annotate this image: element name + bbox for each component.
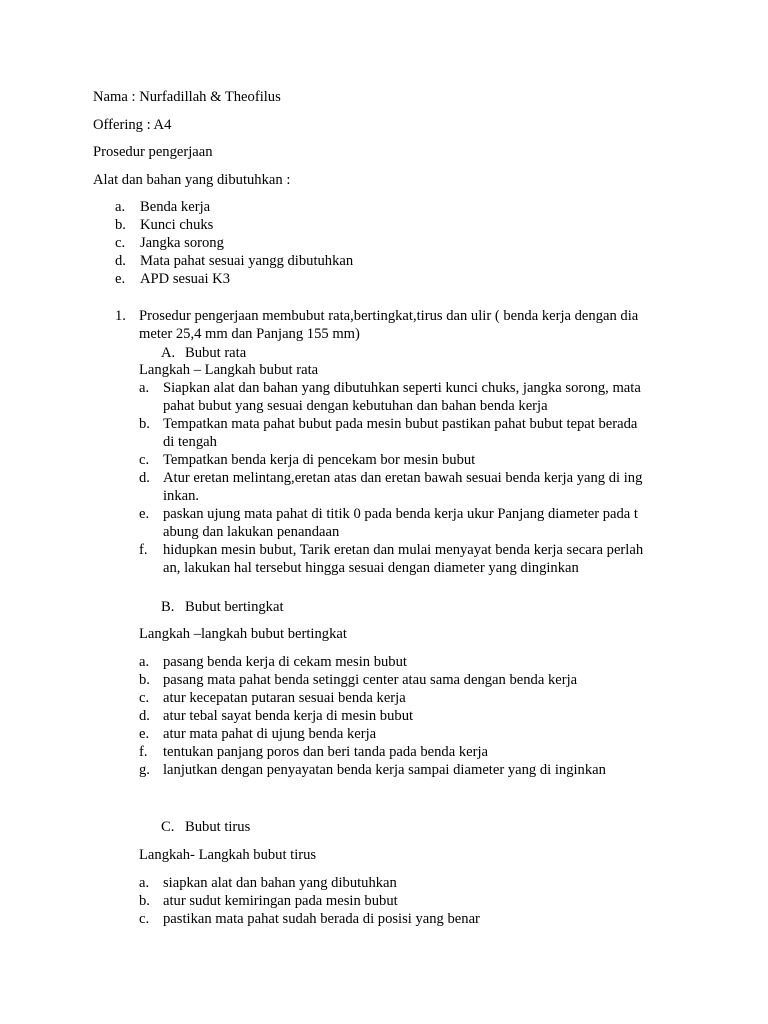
list-item-text: atur sudut kemiringan pada mesin bubut [163, 893, 398, 909]
list-item-text: inkan. [163, 488, 200, 504]
step-text-line: Prosedur pengerjaan membubut rata,bertingkat,tirus dan ulir ( benda kerja dengan dia [139, 308, 639, 324]
list-item-text: an, lakukan hal tersebut hingga sesuai dengan diameter yang dinginkan [163, 560, 579, 576]
list-marker: e. [115, 271, 126, 287]
list-marker: a. [139, 654, 150, 670]
step-text-line: meter 25,4 mm dan Panjang 155 mm) [139, 326, 360, 342]
list-marker: f. [139, 542, 148, 558]
list-marker: f. [139, 744, 148, 760]
list-marker: g. [139, 762, 150, 778]
section-marker: B. [161, 599, 175, 615]
procedure-title: Prosedur pengerjaan [93, 144, 213, 160]
list-item-text: pastikan mata pahat sudah berada di posisi yang benar [163, 911, 480, 927]
list-item-text: siapkan alat dan bahan yang dibutuhkan [163, 875, 397, 891]
section-subheading: Langkah –langkah bubut bertingkat [139, 626, 347, 642]
section-marker: A. [161, 345, 176, 361]
list-marker: b. [139, 893, 150, 909]
list-marker: a. [115, 199, 126, 215]
section-marker: C. [161, 819, 175, 835]
list-marker: e. [139, 506, 150, 522]
list-marker: a. [139, 875, 150, 891]
list-item-text: pasang benda kerja di cekam mesin bubut [163, 654, 407, 670]
list-marker: c. [115, 235, 126, 251]
list-marker: b. [139, 672, 150, 688]
list-marker: d. [139, 470, 150, 486]
list-item-text: pasang mata pahat benda setinggi center atau sama dengan benda kerja [163, 672, 578, 688]
step-number: 1. [115, 308, 126, 324]
list-item-text: tentukan panjang poros dan beri tanda pada benda kerja [163, 744, 488, 760]
list-item-text: Siapkan alat dan bahan yang dibutuhkan seperti kunci chuks, jangka sorong, mata [163, 380, 641, 396]
list-marker: c. [139, 690, 150, 706]
list-item-text: APD sesuai K3 [140, 271, 230, 287]
list-item-text: Atur eretan melintang,eretan atas dan eretan bawah sesuai benda kerja yang di ing [163, 470, 643, 486]
section-title: Bubut rata [185, 345, 247, 361]
section-subheading: Langkah – Langkah bubut rata [139, 362, 319, 378]
list-marker: a. [139, 380, 150, 396]
list-item-text: Kunci chuks [140, 217, 214, 233]
list-item-text: atur mata pahat di ujung benda kerja [163, 726, 377, 742]
list-item-text: Benda kerja [140, 199, 211, 215]
list-item-text: hidupkan mesin bubut, Tarik eretan dan mulai menyayat benda kerja secara perlah [163, 542, 644, 558]
list-item-text: di tengah [163, 434, 217, 450]
list-item-text: atur tebal sayat benda kerja di mesin bubut [163, 708, 414, 724]
tools-heading: Alat dan bahan yang dibutuhkan : [93, 172, 291, 188]
offering-line: Offering : A4 [93, 117, 172, 133]
section-title: Bubut tirus [185, 819, 251, 835]
list-item-text: Jangka sorong [140, 235, 224, 251]
list-marker: d. [115, 253, 126, 269]
name-line: Nama : Nurfadillah & Theofilus [93, 89, 281, 105]
section-title: Bubut bertingkat [185, 599, 284, 615]
section-subheading: Langkah- Langkah bubut tirus [139, 847, 317, 863]
list-item-text: abung dan lakukan penandaan [163, 524, 340, 540]
list-item-text: lanjutkan dengan penyayatan benda kerja sampai diameter yang di inginkan [163, 762, 606, 778]
list-item-text: Tempatkan benda kerja di pencekam bor mesin bubut [163, 452, 476, 468]
list-item-text: paskan ujung mata pahat di titik 0 pada benda kerja ukur Panjang diameter pada t [163, 506, 638, 522]
list-marker: b. [115, 217, 126, 233]
list-marker: c. [139, 452, 150, 468]
list-marker: c. [139, 911, 150, 927]
list-item-text: pahat bubut yang sesuai dengan kebutuhan dan bahan benda kerja [163, 398, 548, 414]
list-item-text: Mata pahat sesuai yangg dibutuhkan [140, 253, 354, 269]
list-marker: d. [139, 708, 150, 724]
list-marker: e. [139, 726, 150, 742]
list-item-text: atur kecepatan putaran sesuai benda kerja [163, 690, 406, 706]
list-item-text: Tempatkan mata pahat bubut pada mesin bubut pastikan pahat bubut tepat berada [163, 416, 638, 432]
list-marker: b. [139, 416, 150, 432]
